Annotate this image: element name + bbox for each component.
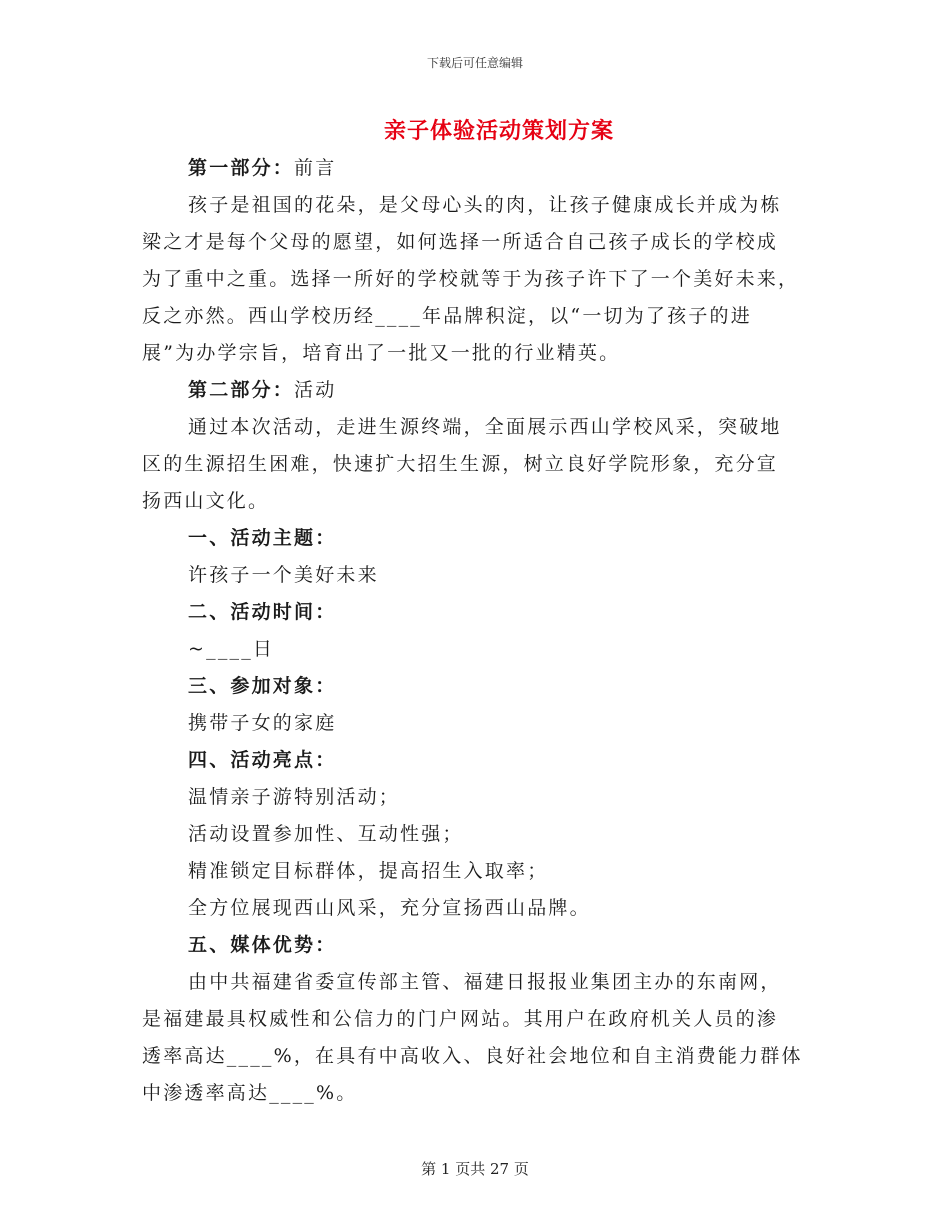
header-note: 下载后可任意编辑: [426, 56, 523, 70]
paragraph-line: 梁之才是每个父母的愿望，如何选择一所适合自己孩子成长的学校成: [142, 231, 779, 253]
paragraph-line: 展”为办学宗旨，培育出了一批又一批的行业精英。: [142, 342, 621, 364]
highlight-item: 温情亲子游特别活动；: [188, 786, 401, 808]
paragraph-line: 反之亦然。西山学校历经____年品牌积淀，以“一切为了孩子的进: [142, 305, 752, 327]
paragraph-line: 由中共福建省委宣传部主管、福建日报报业集团主办的东南网，: [188, 971, 782, 993]
paragraph-line: 孩子是祖国的花朵，是父母心头的肉，让孩子健康成长并成为栋: [188, 194, 782, 216]
section-highlights-heading: 四、活动亮点：: [188, 749, 337, 771]
section-time-body: ~____日: [188, 638, 275, 660]
paragraph-line: 中渗透率高达____%。: [142, 1082, 358, 1104]
highlight-item: 活动设置参加性、互动性强；: [188, 823, 464, 845]
document-body: [142, 150, 808, 1112]
paragraph-line: 是福建最具权威性和公信力的门户网站。其用户在政府机关人员的渗: [142, 1008, 779, 1030]
part2-heading: [142, 372, 808, 409]
section-audience-heading: 三、参加对象：: [188, 675, 337, 697]
paragraph-line: 透率高达____%，在具有中高收入、良好社会地位和自主消费能力群体: [142, 1045, 803, 1067]
section-theme-body: 许孩子一个美好未来: [188, 564, 379, 586]
highlight-item: 全方位展现西山风采，充分宣扬西山品牌。: [188, 897, 591, 919]
part1-name: 前言: [294, 157, 337, 179]
section-audience-body: 携带子女的家庭: [188, 712, 337, 734]
paragraph-line: 通过本次活动，走进生源终端，全面展示西山学校风采，突破地: [188, 416, 782, 438]
highlight-item: 精准锁定目标群体，提高招生入取率；: [188, 860, 549, 882]
part1-label: 第一部分：: [188, 157, 295, 179]
paragraph-line: 为了重中之重。选择一所好的学校就等于为孩子许下了一个美好未来，: [142, 268, 800, 290]
paragraph-line: 区的生源招生困难，快速扩大招生生源，树立良好学院形象，充分宣: [142, 453, 779, 475]
page-number-footer: 第 1 页共 27 页: [421, 1160, 529, 1178]
section-theme-heading: 一、活动主题：: [188, 527, 337, 549]
document-title: 亲子体验活动策划方案: [383, 118, 614, 144]
part1-heading: [142, 150, 808, 187]
section-media-heading: 五、媒体优势：: [188, 934, 337, 956]
part2-name: 活动: [294, 379, 337, 401]
paragraph-line: 扬西山文化。: [142, 490, 270, 512]
part2-label: 第二部分：: [188, 379, 295, 401]
section-time-heading: 二、活动时间：: [188, 601, 337, 623]
